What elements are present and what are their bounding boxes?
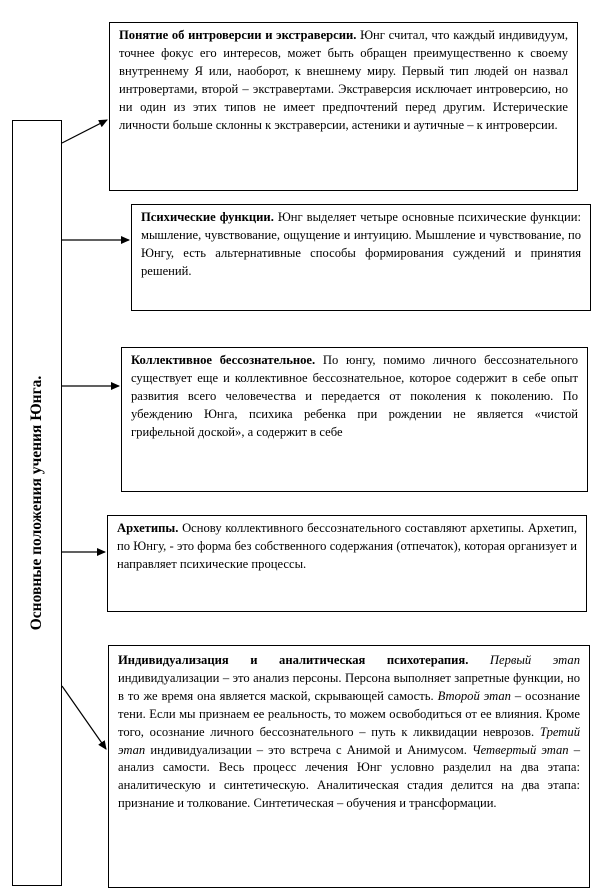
functions-title: Психические функции. — [141, 210, 274, 224]
stage-three-label: Третий этап — [118, 724, 580, 757]
individuation-box — [108, 645, 590, 888]
stage-three-text: индивидуализации – это встреча с Анимой и Анимусом. — [145, 742, 472, 757]
individuation-title: Индивидуализация и аналитическая психотерапия. — [118, 653, 469, 667]
stage-two-text: – осознание тени. Если мы признаем ее реальность, то можем освободиться от ее влияния. Кроме того, осознание личного бессознательного – путь к ликвидации неврозов. — [118, 688, 580, 739]
collective-unconscious-box — [121, 347, 588, 492]
psychic-functions-box — [131, 204, 591, 311]
stage-four-text: – анализ самости. Весь процесс лечения Юнг условно разделил на два этапа: аналитическую и синтетическую. Аналитическая стадия делится на два этапа: признание и толкование. Синтетическая – обучения и трансформации. — [118, 742, 580, 811]
main-topic-box — [12, 120, 62, 886]
functions-text: Юнг выделяет четыре основные психические функции: мышление, чувствование, ощущение и интуицию. Мышление и чувствование, по Юнгу, есть альтернативные способы формирования суждений и принятия решений. — [141, 210, 581, 278]
stage-four-label: Четвертый этап — [471, 742, 569, 757]
introversion-paragraph — [119, 27, 568, 134]
main-title: Основные положения учения Юнга. — [28, 375, 46, 631]
archetypes-box — [107, 515, 587, 612]
arrow-to-individuation — [62, 686, 106, 749]
stage-one-label: Первый этап — [468, 653, 581, 667]
introversion-extraversion-box — [109, 22, 578, 191]
archetypes-title: Архетипы. — [117, 521, 179, 535]
arrow-to-introversion — [62, 120, 107, 143]
introversion-text: Юнг считал, что каждый индивидуум, точнее фокус его интересов, может быть обращен преимущественно к своему внутреннему Я или, наоборот, к внешнему миру. Первый тип людей он назвал интровертами, второй – экстравертами. Экстраверсия исключает интроверсию, но ни один из этих типов не имеет предпочтений перед другим. Истерические личности больше склонны к экстраверсии, астеники и аутичные – к интроверсии. — [119, 28, 568, 132]
individuation-paragraph — [118, 652, 580, 813]
stage-one-text: индивидуализации – это анализ персоны. Персона выполняет запретные функции, но в то же время она является маской, скрывающей самость. — [118, 670, 580, 703]
collective-title: Коллективное бессознательное. — [131, 353, 316, 367]
archetypes-text: Основу коллективного бессознательного составляют архетипы. Архетип, по Юнгу, - это форма без собственного содержания (отпечаток), которая организует и направляет психические процессы. — [117, 521, 577, 571]
functions-paragraph — [141, 209, 581, 281]
stage-two-label: Второй этап — [437, 688, 511, 703]
introversion-title: Понятие об интроверсии и экстраверсии. — [119, 28, 357, 42]
collective-text: По юнгу, помимо личного бессознательного существует еще и коллективное бессознательное, которое содержит в себе опыт развития всего человечества и передается от поколения к поколению. По убеждению Юнга, психика ребенка при рождении не является «чистой грифельной доской», а содержит в себе — [131, 353, 578, 439]
archetypes-paragraph — [117, 520, 577, 574]
collective-paragraph — [131, 352, 578, 442]
